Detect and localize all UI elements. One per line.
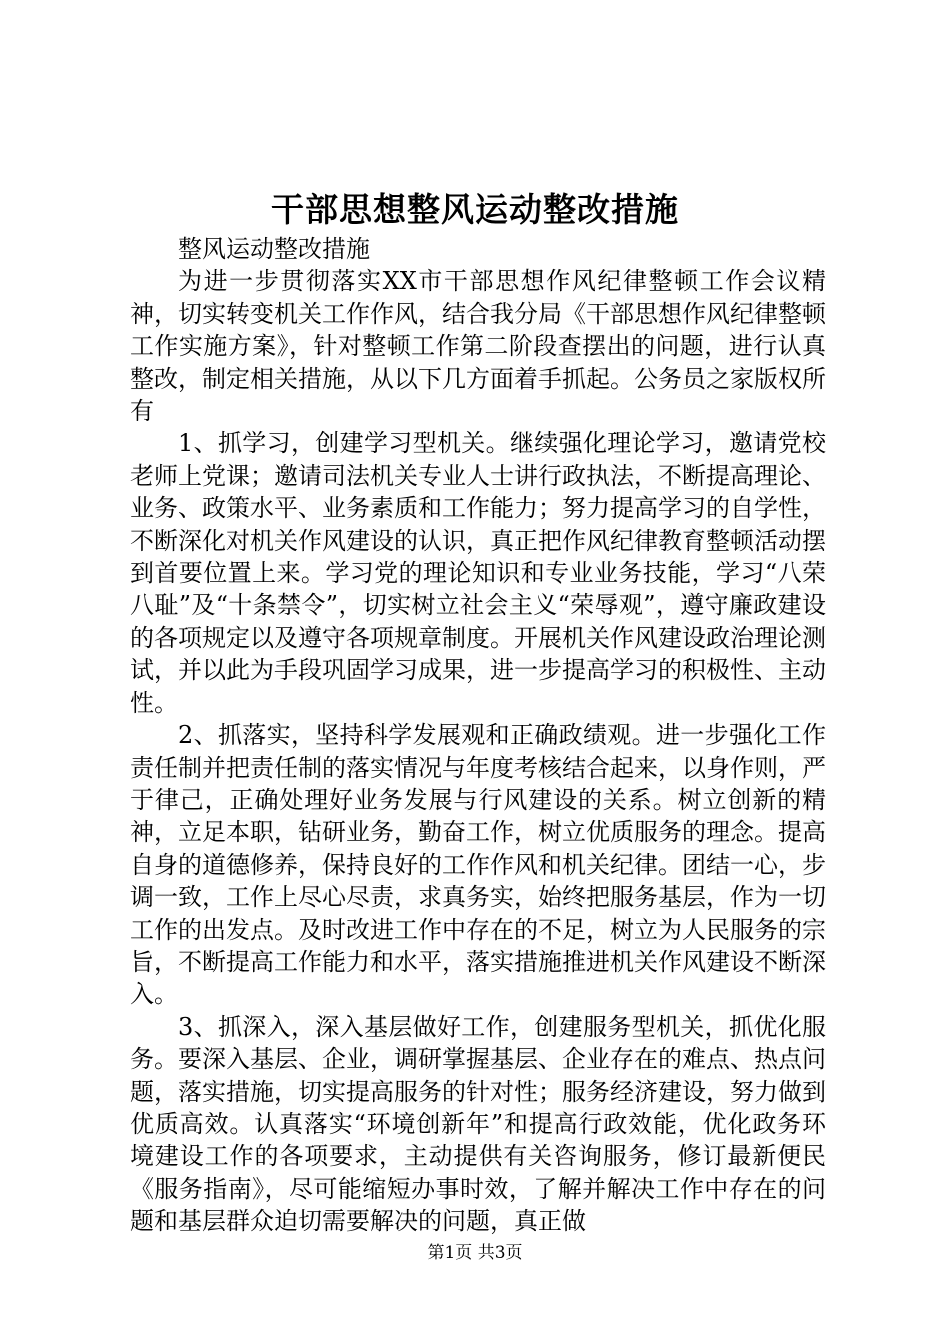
paragraph-item-1: 1、抓学习，创建学习型机关。继续强化理论学习，邀请党校老师上党课；邀请司法机关专业人士讲行政执法，不断提高理论、业务、政策水平、业务素质和工作能力；努力提高学习的自学性，不断深化对机关作风建设的认识，真正把作风纪律教育整顿活动摆到首要位置上来。学习党的理论知识和专业业务技能，学习“八荣八耻”及“十条禁令”，切实树立社会主义“荣辱观”，遵守廉政建设的各项规定以及遵守各项规章制度。开展机关作风建设政治理论测试，并以此为手段巩固学习成果，进一步提高学习的积极性、主动性。 [130, 429, 826, 717]
document-body [130, 233, 826, 1236]
paragraph-item-2: 2、抓落实，坚持科学发展观和正确政绩观。进一步强化工作责任制并把责任制的落实情况与年度考核结合起来，以身作则，严于律己，正确处理好业务发展与行风建设的关系。树立创新的精神，立足本职，钻研业务，勤奋工作，树立优质服务的理念。提高自身的道德修养，保持良好的工作作风和机关纪律。团结一心，步调一致，工作上尽心尽责，求真务实，始终把服务基层，作为一切工作的出发点。及时改进工作中存在的不足，树立为人民服务的宗旨，不断提高工作能力和水平，落实措施推进机关作风建设不断深入。 [130, 721, 826, 1009]
paragraph-subtitle: 整风运动整改措施 [178, 235, 370, 263]
paragraph-item-3: 3、抓深入，深入基层做好工作，创建服务型机关，抓优化服务。要深入基层、企业，调研掌握基层、企业存在的难点、热点问题，落实措施，切实提高服务的针对性；服务经济建设，努力做到优质高效。认真落实“环境创新年”和提高行政效能，优化政务环境建设工作的各项要求，主动提供有关咨询服务，修订最新便民《服务指南》，尽可能缩短办事时效，了解并解决工作中存在的问题和基层群众迫切需要解决的问题，真正做 [130, 1012, 826, 1236]
page-title: 干部思想整风运动整改措施 [271, 190, 679, 229]
page-number-footer: 第1页 共3页 [427, 1243, 523, 1263]
paragraph-intro: 为进一步贯彻落实XX市干部思想作风纪律整顿工作会议精神，切实转变机关工作作风，结合我分局《干部思想作风纪律整顿工作实施方案》，针对整顿工作第二阶段查摆出的问题，进行认真整改，制定相关措施，从以下几方面着手抓起。公务员之家版权所有 [130, 267, 826, 426]
